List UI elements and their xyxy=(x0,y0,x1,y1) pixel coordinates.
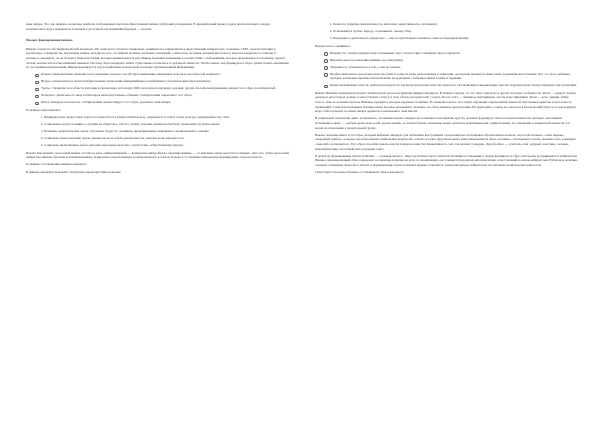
section-heading: Процесс формирования имиджа xyxy=(26,38,73,43)
list-item: Уверенность, убежденность в том, о чем он говорит. xyxy=(325,65,578,70)
paragraph: Важно! Как правило, целостный имидж состоит из ряда «микроимиджей» — конкретные микрообразы, сформированные, — те или иные черты целостного имиджа. Для того, чтобы целостный имидж был живым, броским и запоминающимся, конкретные модели имиджа должны включать в себя не больше 3–5 основных компонентов формируемых образом качеств. xyxy=(26,150,289,160)
eval-heading: Прежде всего, оценивают: xyxy=(315,43,351,48)
list-item: Пятое. Кандидат на встречах с избирателями демонстрирует этот образ, укрепляет свой имидж. xyxy=(36,100,289,105)
paragraph: В социальной технологии давно установлено, что имидж первые секунды часто внешнего восприятия другого человека формирует образ положительным или, наоборот, негативным. Отношение к нему — «добрая душа» или «злой, недовольный», и соответственно отношение может оказаться позитивным или отрицательным, по отношению к конкретной личности, и в целом по отношению к значительной группе. xyxy=(315,116,570,130)
list-item: 1. Индивидуально-личностные черты: на личностность (психосоматическое), уверенность в себе и своем деле (до самоуверенности), сила. xyxy=(44,115,289,120)
eval-list xyxy=(315,51,578,88)
paragraph: Важное значение имеет и тот образ, который выбирает кандидат для публичных выступлений. Среди наиболее популярных образов можно назвать: «простой человек», «свой парень», «народный трибун», которые способны вызвать наибольшее количество «своих» в толпе. Другим не менее известным является образ «хозяина», обладающего силой, уверенностью, умеющего с кем-либо договориться. Этот образ способен помочь внести порядок и навести справедливость, чего так желают граждане. Другой образ — «учитель» или «мудрый советчик»: человек, знающий истину, способный дать разумный совет. xyxy=(315,132,577,151)
list-item: 1. Личность (харизма, направленность, интеллект, нравственность, потенциал). xyxy=(333,22,578,27)
components-heading: Основные составляющие имиджа кандидата xyxy=(26,162,87,167)
list-item: 3. Политико-энергетические черты: энтузиазм, бодрость, оптимизм, провоцирование позитивного эмоционального отклика. xyxy=(44,129,289,134)
paragraph: Важно! Внешние компоненты играют значительную роль в восприятии имиджа кандидата. В первую очередь, это его лицо, прическа и другие телесные особенности. Затем — одежда: подбор одежды и аксессуаров должен соответствовать статусу и тому образу, который хотят создать. После этого — мимика и пантомимика, жесты и жестикуляция. Затем — речь: дикция, тембр голоса, темп и особенности речи. Наконец, предметы, которые окружают политика. В совокупности все это создает ощущение определенной личности: внутреннее единство и целостность проявлений. Стиль изготовления и бытовые вещи, которые раскрывают человека, его стиль жизни и предпочтения. На аудиторию, а также на электорат в целом воздействует и то, как кандидат ведет себя и говорит, по какой манере держится и высказывает свои мысли. xyxy=(315,90,577,114)
paragraph: Имидж создается собственной работой кандидата. Но чаще всего строится специально, развивается и закрепляется в представлении избирателей с помощью СМИ, средств агитации и пропаганды. Специалисты, изучающие имидж, исходят из того, что имидж не имеет реальных отношений с личностью человека, который выступает в качестве кандидата: в отличие от реального кандидата, он не обладает теми качествами, которые приписываются ему. Имидж подлежит изменению в соответствии с требованиями, которые предъявляются к политику данной эпохой, контекстом и общественным мнением. Поэтому образ кандидата может существенно отличаться от реальной личности. Чтобы понять, как формируется образ, нужно понять механизмы его восприятия избирателями. Имидж формируется под воздействием разнородной и нередко противоречивой информации. xyxy=(26,46,289,70)
list-item: 4. Социально-энергетические черты: умение вести за собой, решительность, энергия, воля, напористость. xyxy=(44,136,289,141)
paragraph: Существуют несколько базовых составляющих образа кандидата. xyxy=(315,170,405,175)
list-item: 2. Отношения (в группе, народу, сторонникам, своему себе). xyxy=(333,29,578,34)
left-column xyxy=(26,22,289,414)
list-item: Первое. Первоначально проводится исследование, которое способствует выявлению ожидаемых качеств и способностей кандидата. xyxy=(36,72,289,77)
list-item: Третье. Специалисты в области агитации и пропаганды, используя СМИ, печатную и наружную рекламу, другие способы коммуникации доводят этот образ до избирателей. xyxy=(36,86,289,91)
traits-heading: Основные черты имиджа: xyxy=(26,107,62,112)
intro-paragraph: идея лидера. Это, как правило, несколько наиболее злободневных проблем общественной жизни, требующих разрешения. В предвыборный период задача предполагаемого лидера политического курса выражается в краткой и доступной для понимания формуле — лозунге. xyxy=(26,22,271,31)
list-item: 5. Социально-нравственные черты: высокие моральные качества, соответствие «общественному идеалу». xyxy=(44,143,289,148)
stages-list xyxy=(26,72,289,105)
list-item: Кроме независимых качеств, зрители реагируют на характерологические качества личности, заставляющие и вызывающие чувство подражательности при общении с выступающим. xyxy=(325,83,578,88)
list-item: 2. Социальные черты: позиция «с лучшим из общества», забота о людях, хорошие знания их проблем, стремление улучшить жизнь. xyxy=(44,122,289,127)
characteristics-list xyxy=(315,22,578,41)
paragraph: В имидже кандидата выделяют следующие характеристики политика: xyxy=(26,169,122,174)
traits-list xyxy=(26,115,289,148)
list-item: Внешность, степень выразительности внешних черт, соответствие с внешним, вкусы, прическа. xyxy=(325,51,578,56)
list-item: Второе. Специалисты в области избирательных технологий, имиджмейкеры разрабатывают стратегический образ кандидата. xyxy=(36,79,289,84)
right-column xyxy=(315,22,578,414)
list-item: Четвертое. Деятельность лица и агитаторов непосредственное общение с избирателями закрепляют этот образ. xyxy=(36,93,289,98)
paragraph: В целом же формирование образа политика — сложный процесс. Через различные черты личности политика и отношение к людям формируется образ, который и воспринимается избирателем. Именно сформированный образ определяет восприятие политика во всех его проявлениях, он становится предметом интерпретации, сопоставлений и оценок избирателей. Публичная политика отражает отношение общества к власти, и формирование образа политика нередко становится элементом выбора избирателем тех или иных политических ценностей. xyxy=(315,153,578,167)
list-item: 3. Поведение и деятельность (лидерское — как поступательных моментов, такое в обыденной жизни). xyxy=(333,36,578,41)
list-item: Профессиональные ораторские качества (темп и четкость речи, расположение к аудитории, ораторские приемы) и лишь затем содержание выступления. Про это часто забывают ораторы, желающие произвести впечатление на аудиторию с помощью яркой логики и эрудиции. xyxy=(325,72,578,81)
list-item: Выразительность поведения (мимика, жестикуляция). xyxy=(325,58,578,63)
